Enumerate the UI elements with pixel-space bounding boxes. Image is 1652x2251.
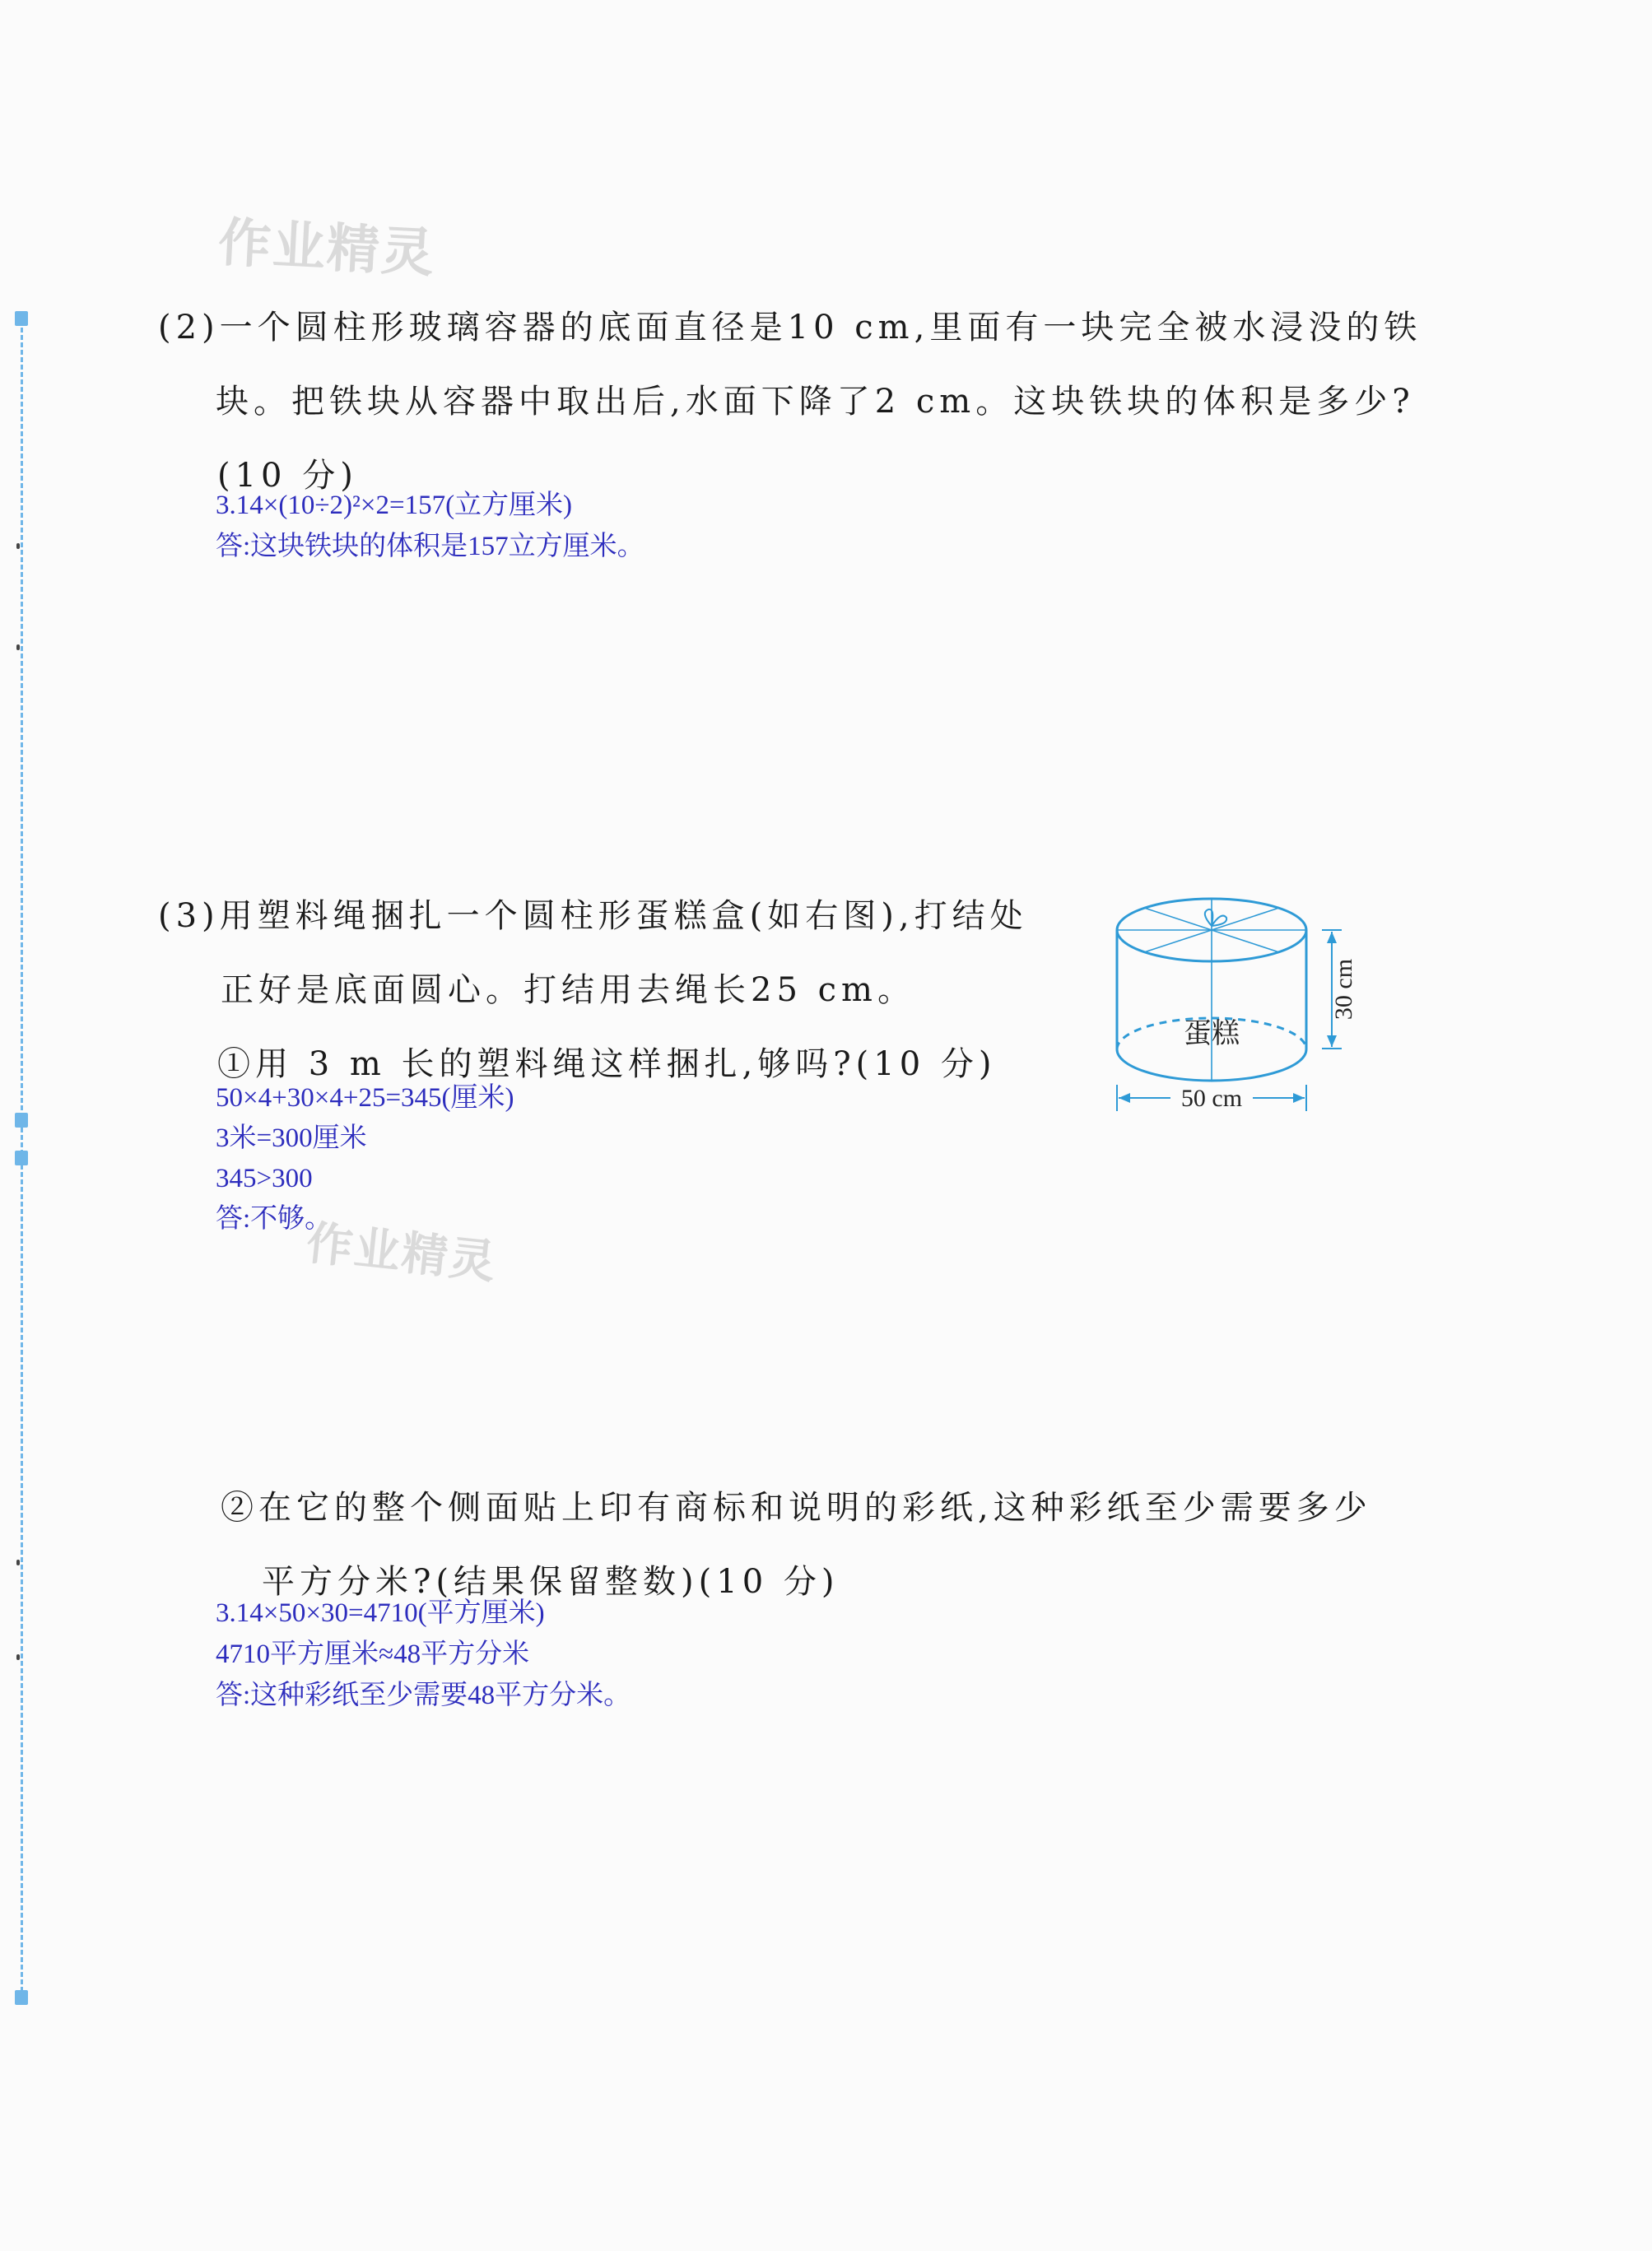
answer-line: 3.14×50×30=4710(平方厘米)	[216, 1598, 545, 1628]
binding-mark	[15, 311, 28, 326]
answer-line: 答:这种彩纸至少需要48平方分米。	[216, 1681, 631, 1710]
binding-mark	[15, 1113, 28, 1128]
watermark: 作业精灵	[216, 212, 437, 285]
binding-dot	[16, 1654, 20, 1660]
cake-box-figure	[1095, 889, 1391, 1119]
problem-2-points: (10 分)	[217, 457, 358, 495]
answer-line: 3米=300厘米	[216, 1123, 367, 1153]
answer-line: 3.14×(10÷2)²×2=157(立方厘米)	[216, 491, 573, 520]
sub-question-2-line-1: ②在它的整个侧面贴上印有商标和说明的彩纸,这种彩纸至少需要多少	[221, 1489, 1372, 1527]
sub-question-1: ①用 3 m 长的塑料绳这样捆扎,够吗?(10 分)	[217, 1045, 997, 1083]
binding-dot	[16, 543, 20, 549]
problem-3-line-2: 正好是底面圆心。打结用去绳长25 cm。	[221, 971, 915, 1009]
binding-dot	[16, 1560, 20, 1565]
diameter-label: 50 cm	[1180, 1085, 1243, 1112]
problem-2-line-1: (2)一个圆柱形玻璃容器的底面直径是10 cm,里面有一块完全被水浸没的铁	[158, 309, 1422, 346]
answer-line: 答:这块铁块的体积是157立方厘米。	[216, 532, 645, 561]
problem-3-line-1: (3)用塑料绳捆扎一个圆柱形蛋糕盒(如右图),打结处	[158, 897, 1028, 935]
answer-line: 答:不够。	[216, 1204, 333, 1234]
binding-dot	[16, 644, 20, 650]
cake-label: 蛋糕	[1184, 1017, 1240, 1050]
rope-knot	[1205, 909, 1226, 926]
binding-mark	[15, 1990, 28, 2005]
binding-mark	[15, 1151, 28, 1165]
height-label: 30 cm	[1330, 958, 1357, 1021]
problem-2-line-2: 块。把铁块从容器中取出后,水面下降了2 cm。这块铁块的体积是多少?	[216, 383, 1415, 421]
answer-line: 50×4+30×4+25=345(厘米)	[216, 1083, 514, 1113]
answer-line: 4710平方厘米≈48平方分米	[216, 1639, 530, 1669]
watermark: 作业精灵	[304, 1216, 500, 1290]
answer-line: 345>300	[216, 1164, 313, 1193]
sub-question-2-line-2: 平方分米?(结果保留整数)(10 分)	[262, 1563, 840, 1601]
